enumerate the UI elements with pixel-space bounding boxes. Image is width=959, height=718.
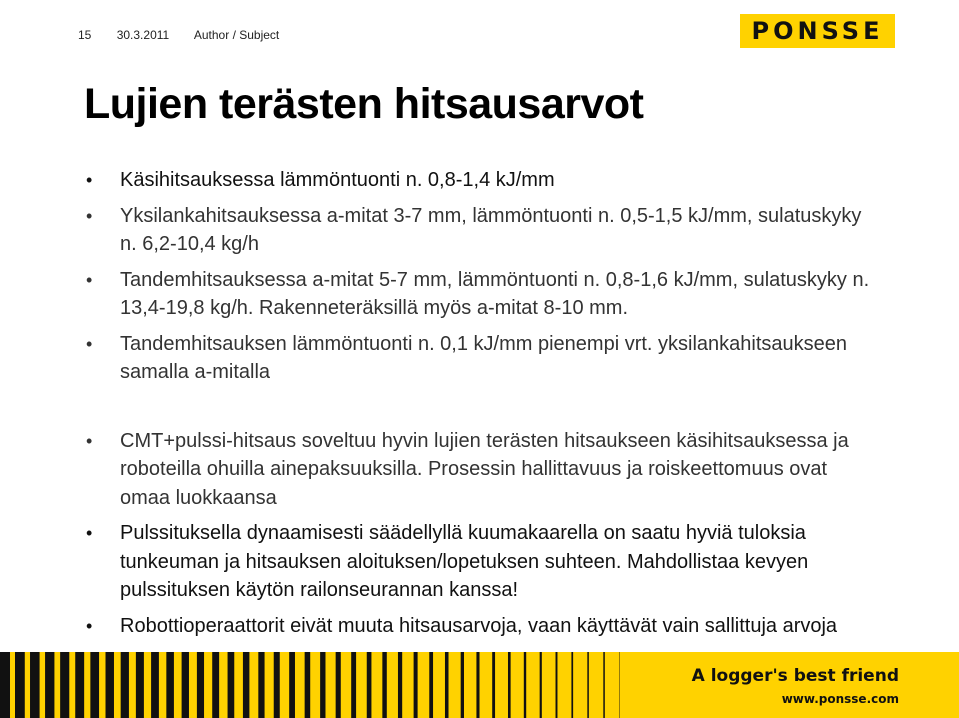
footer-band	[620, 652, 959, 718]
stripe	[367, 652, 372, 718]
stripe	[351, 652, 356, 718]
page-number: 15	[78, 28, 92, 42]
stripe	[461, 652, 464, 718]
stripe	[30, 652, 40, 718]
stripe	[414, 652, 418, 718]
footer-url[interactable]: www.ponsse.com	[781, 692, 899, 706]
stripe	[0, 652, 10, 718]
stripe	[90, 652, 99, 718]
stripe	[243, 652, 249, 718]
stripe	[106, 652, 114, 718]
stripe	[603, 652, 605, 718]
bullet-item: • Tandemhitsauksessa a-mitat 5-7 mm, lämmöntuonti n. 0,8-1,6 kJ/mm, sulatuskyky n. 13,4-19,8 kg/h. Rakenneteräksillä myös a-mitat 8-10 mm.	[84, 266, 874, 323]
stripe	[15, 652, 25, 718]
stripe	[429, 652, 433, 718]
stripe	[382, 652, 386, 718]
stripe	[45, 652, 54, 718]
author-subject: Author / Subject	[193, 28, 280, 42]
stripe	[508, 652, 511, 718]
slide-date: 30.3.2011	[116, 28, 170, 42]
stripe	[492, 652, 495, 718]
footer-tagline: A logger's best friend	[691, 666, 899, 686]
slide-title: Lujien terästen hitsausarvot	[84, 80, 644, 128]
stripe	[320, 652, 325, 718]
stripe	[476, 652, 479, 718]
stripe	[75, 652, 84, 718]
stripe	[60, 652, 69, 718]
stripe	[305, 652, 311, 718]
stripe	[336, 652, 341, 718]
stripe	[197, 652, 204, 718]
stripe	[398, 652, 402, 718]
bullet-item: • Pulssituksella dynaamisesti säädellyllä kuumakaarella on saatu hyviä tuloksia tunkeuman ja hitsauksen aloituksen/lopetuksen suhteen. Mahdollistaa kevyen pulssituksen käytön railonseurannan kanssa!	[84, 519, 874, 605]
stripe	[540, 652, 542, 718]
bullet-item: • Robottioperaattorit eivät muuta hitsausarvoja, vaan käyttävät vain sallittuja arvoja	[84, 612, 874, 641]
stripe	[289, 652, 295, 718]
stripe	[556, 652, 558, 718]
stripe	[524, 652, 526, 718]
ponsse-logo	[740, 14, 895, 48]
stripe	[166, 652, 174, 718]
stripe	[445, 652, 449, 718]
bullet-list	[84, 166, 874, 640]
stripe	[151, 652, 159, 718]
stripe	[258, 652, 264, 718]
stripe	[571, 652, 573, 718]
bullet-item: • Yksilankahitsauksessa a-mitat 3-7 mm, lämmöntuonti n. 0,5-1,5 kJ/mm, sulatuskyky n. 6,2-10,4 kg/h	[84, 202, 874, 259]
bullet-item: • Käsihitsauksessa lämmöntuonti n. 0,8-1,4 kJ/mm	[84, 166, 874, 195]
stripe	[182, 652, 189, 718]
stripe	[136, 652, 144, 718]
logo-text: PONSSE	[751, 17, 884, 45]
bullet-item: • CMT+pulssi-hitsaus soveltuu hyvin lujien terästen hitsaukseen käsihitsauksessa ja roboteilla ohuilla ainepaksuuksilla. Prosessin hallittavuus ja roiskeettomuus ovat omaa luokkaansa	[84, 427, 874, 513]
stripe	[228, 652, 235, 718]
stripe	[212, 652, 219, 718]
barcode-stripes	[0, 652, 620, 718]
stripe	[274, 652, 280, 718]
slide-header	[78, 28, 301, 42]
stripe	[121, 652, 129, 718]
bullet-item: • Tandemhitsauksen lämmöntuonti n. 0,1 kJ/mm pienempi vrt. yksilankahitsaukseen samalla a-mitalla	[84, 330, 874, 387]
stripe	[587, 652, 589, 718]
slide-footer	[0, 652, 959, 718]
